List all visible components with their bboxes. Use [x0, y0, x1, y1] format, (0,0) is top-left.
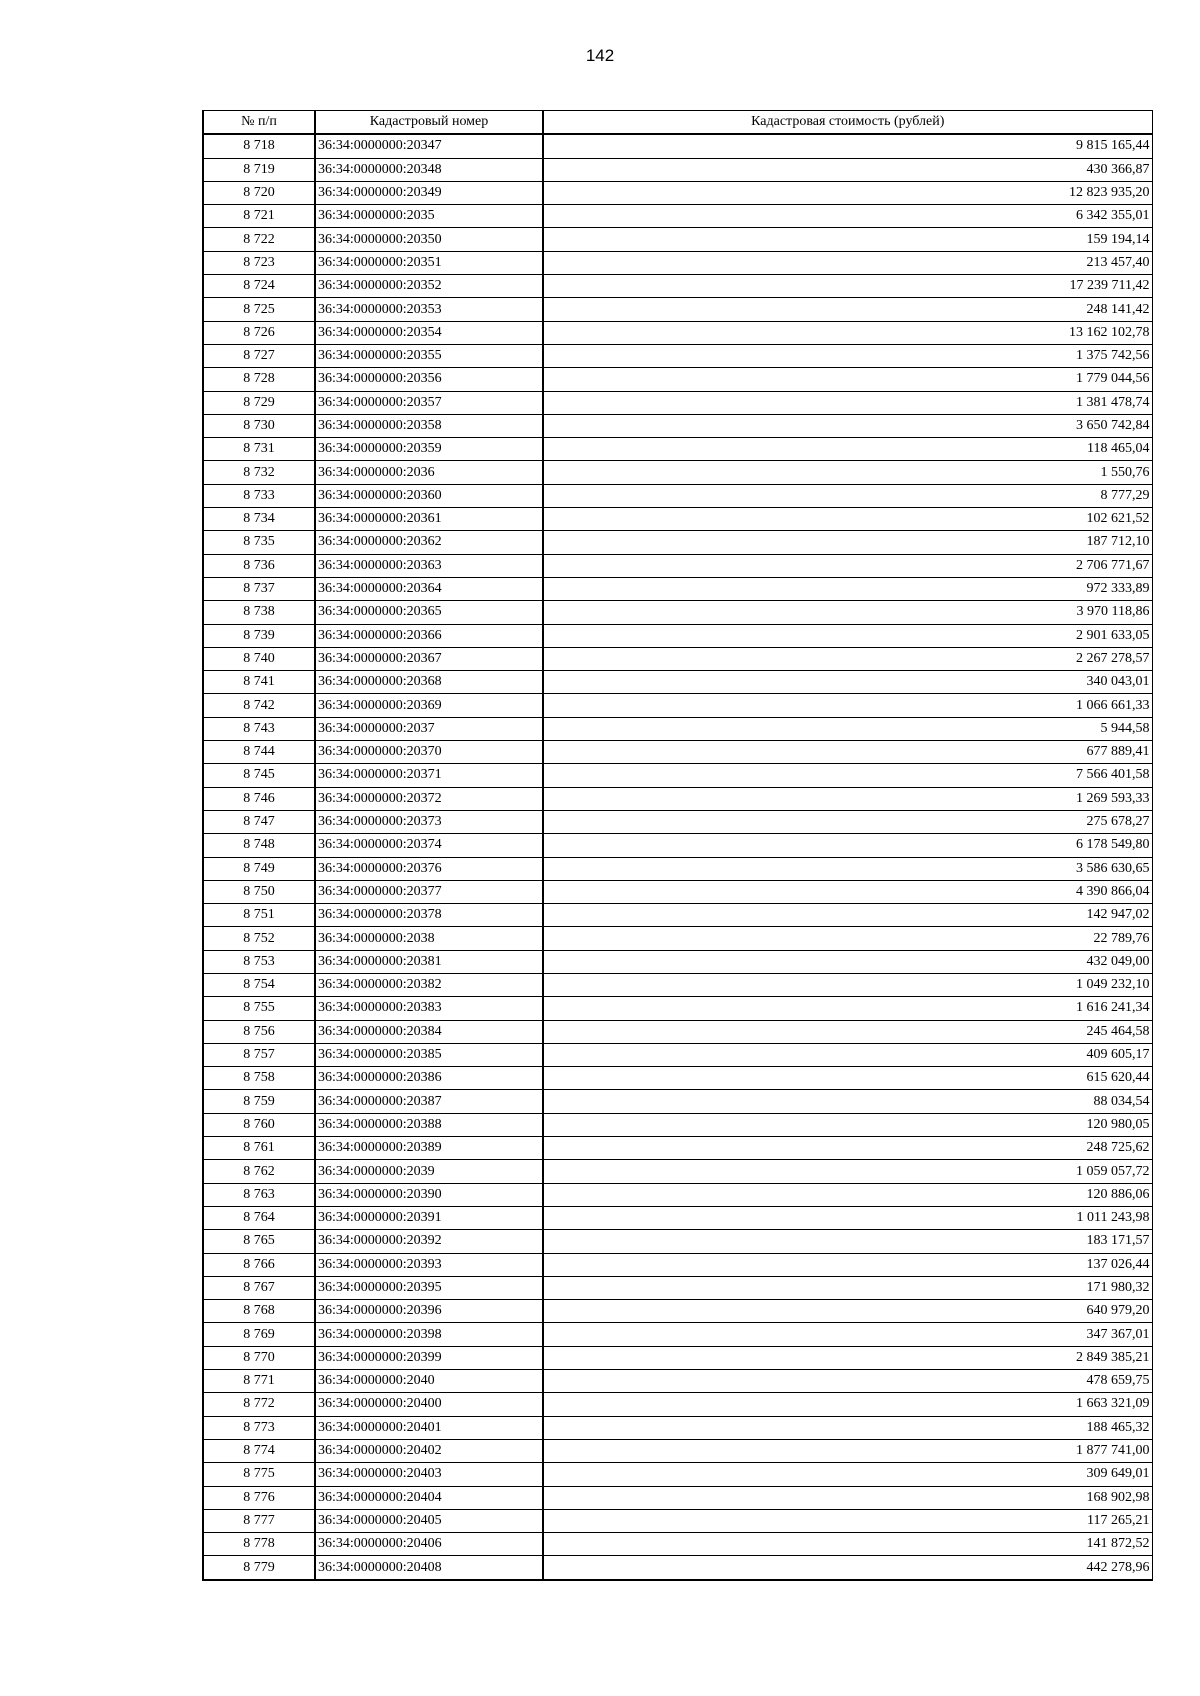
cadastral-number-cell: 36:34:0000000:20350	[315, 228, 543, 251]
cadastral-value-cell: 347 367,01	[543, 1323, 1152, 1346]
cadastral-number-cell: 36:34:0000000:20388	[315, 1113, 543, 1136]
cadastral-value-cell: 248 141,42	[543, 298, 1152, 321]
header-row-number: № п/п	[203, 111, 315, 135]
row-number-cell: 8 721	[203, 205, 315, 228]
row-number-cell: 8 760	[203, 1113, 315, 1136]
table-row	[203, 298, 1152, 321]
cadastral-value-cell: 9 815 165,44	[543, 134, 1152, 158]
row-number-cell: 8 749	[203, 857, 315, 880]
row-number-cell: 8 773	[203, 1416, 315, 1439]
header-cadastral-value: Кадастровая стоимость (рублей)	[543, 111, 1152, 135]
row-number-cell: 8 724	[203, 275, 315, 298]
table-row	[203, 671, 1152, 694]
row-number-cell: 8 747	[203, 810, 315, 833]
table-row	[203, 228, 1152, 251]
cadastral-value-cell: 2 849 385,21	[543, 1346, 1152, 1369]
row-number-cell: 8 748	[203, 834, 315, 857]
cadastral-value-cell: 88 034,54	[543, 1090, 1152, 1113]
table-row	[203, 438, 1152, 461]
cadastral-value-cell: 478 659,75	[543, 1370, 1152, 1393]
cadastral-number-cell: 36:34:0000000:20366	[315, 624, 543, 647]
table-row	[203, 973, 1152, 996]
table-row	[203, 1276, 1152, 1299]
table-row	[203, 344, 1152, 367]
row-number-cell: 8 768	[203, 1300, 315, 1323]
cadastral-number-cell: 36:34:0000000:20389	[315, 1137, 543, 1160]
table-row	[203, 391, 1152, 414]
cadastral-number-cell: 36:34:0000000:2036	[315, 461, 543, 484]
table-row	[203, 1300, 1152, 1323]
table-row	[203, 1183, 1152, 1206]
cadastral-number-cell: 36:34:0000000:20395	[315, 1276, 543, 1299]
row-number-cell: 8 777	[203, 1509, 315, 1532]
row-number-cell: 8 736	[203, 554, 315, 577]
cadastral-value-cell: 142 947,02	[543, 904, 1152, 927]
row-number-cell: 8 737	[203, 577, 315, 600]
table-row	[203, 1486, 1152, 1509]
cadastral-value-cell: 972 333,89	[543, 577, 1152, 600]
cadastral-value-cell: 1 779 044,56	[543, 368, 1152, 391]
row-number-cell: 8 742	[203, 694, 315, 717]
cadastral-number-cell: 36:34:0000000:20381	[315, 950, 543, 973]
cadastral-number-cell: 36:34:0000000:20378	[315, 904, 543, 927]
table-row	[203, 1556, 1152, 1580]
table-row	[203, 880, 1152, 903]
table-row	[203, 904, 1152, 927]
cadastral-number-cell: 36:34:0000000:20348	[315, 158, 543, 181]
row-number-cell: 8 755	[203, 997, 315, 1020]
cadastral-value-cell: 171 980,32	[543, 1276, 1152, 1299]
cadastral-number-cell: 36:34:0000000:20408	[315, 1556, 543, 1580]
table-row	[203, 601, 1152, 624]
table-row	[203, 1230, 1152, 1253]
row-number-cell: 8 774	[203, 1439, 315, 1462]
cadastral-number-cell: 36:34:0000000:20386	[315, 1067, 543, 1090]
cadastral-value-cell: 640 979,20	[543, 1300, 1152, 1323]
cadastral-number-cell: 36:34:0000000:2040	[315, 1370, 543, 1393]
table-row	[203, 717, 1152, 740]
row-number-cell: 8 779	[203, 1556, 315, 1580]
row-number-cell: 8 738	[203, 601, 315, 624]
row-number-cell: 8 744	[203, 741, 315, 764]
cadastral-value-cell: 442 278,96	[543, 1556, 1152, 1580]
row-number-cell: 8 723	[203, 251, 315, 274]
cadastral-number-cell: 36:34:0000000:20365	[315, 601, 543, 624]
cadastral-number-cell: 36:34:0000000:20373	[315, 810, 543, 833]
cadastral-value-cell: 141 872,52	[543, 1533, 1152, 1556]
cadastral-value-cell: 1 616 241,34	[543, 997, 1152, 1020]
table-row	[203, 787, 1152, 810]
row-number-cell: 8 720	[203, 181, 315, 204]
cadastral-number-cell: 36:34:0000000:20374	[315, 834, 543, 857]
table-row	[203, 1253, 1152, 1276]
table-row	[203, 414, 1152, 437]
row-number-cell: 8 753	[203, 950, 315, 973]
cadastral-value-cell: 159 194,14	[543, 228, 1152, 251]
cadastral-number-cell: 36:34:0000000:20358	[315, 414, 543, 437]
row-number-cell: 8 741	[203, 671, 315, 694]
cadastral-value-cell: 7 566 401,58	[543, 764, 1152, 787]
cadastral-number-cell: 36:34:0000000:20355	[315, 344, 543, 367]
table-row	[203, 321, 1152, 344]
cadastral-value-cell: 12 823 935,20	[543, 181, 1152, 204]
table-row	[203, 1509, 1152, 1532]
row-number-cell: 8 765	[203, 1230, 315, 1253]
row-number-cell: 8 733	[203, 484, 315, 507]
table-row	[203, 1439, 1152, 1462]
cadastral-value-cell: 430 366,87	[543, 158, 1152, 181]
cadastral-number-cell: 36:34:0000000:20361	[315, 508, 543, 531]
cadastral-value-cell: 102 621,52	[543, 508, 1152, 531]
cadastral-value-cell: 275 678,27	[543, 810, 1152, 833]
row-number-cell: 8 776	[203, 1486, 315, 1509]
table-row	[203, 834, 1152, 857]
cadastral-value-cell: 6 178 549,80	[543, 834, 1152, 857]
cadastral-value-cell: 188 465,32	[543, 1416, 1152, 1439]
row-number-cell: 8 719	[203, 158, 315, 181]
cadastral-value-cell: 309 649,01	[543, 1463, 1152, 1486]
header-cadastral-number: Кадастровый номер	[315, 111, 543, 135]
cadastral-value-cell: 3 586 630,65	[543, 857, 1152, 880]
cadastral-number-cell: 36:34:0000000:20356	[315, 368, 543, 391]
table-row	[203, 1160, 1152, 1183]
table-row	[203, 857, 1152, 880]
cadastral-value-cell: 245 464,58	[543, 1020, 1152, 1043]
cadastral-value-cell: 2 901 633,05	[543, 624, 1152, 647]
row-number-cell: 8 763	[203, 1183, 315, 1206]
cadastral-number-cell: 36:34:0000000:20357	[315, 391, 543, 414]
cadastral-number-cell: 36:34:0000000:2035	[315, 205, 543, 228]
row-number-cell: 8 725	[203, 298, 315, 321]
cadastral-number-cell: 36:34:0000000:20354	[315, 321, 543, 344]
row-number-cell: 8 746	[203, 787, 315, 810]
table-row	[203, 741, 1152, 764]
row-number-cell: 8 756	[203, 1020, 315, 1043]
cadastral-value-cell: 117 265,21	[543, 1509, 1152, 1532]
table-row	[203, 694, 1152, 717]
row-number-cell: 8 728	[203, 368, 315, 391]
cadastral-value-cell: 340 043,01	[543, 671, 1152, 694]
table-row	[203, 1533, 1152, 1556]
cadastral-value-cell: 5 944,58	[543, 717, 1152, 740]
cadastral-value-cell: 13 162 102,78	[543, 321, 1152, 344]
cadastral-value-cell: 3 970 118,86	[543, 601, 1152, 624]
cadastral-value-cell: 1 375 742,56	[543, 344, 1152, 367]
table-row	[203, 275, 1152, 298]
table-row	[203, 1370, 1152, 1393]
row-number-cell: 8 727	[203, 344, 315, 367]
table-row	[203, 1206, 1152, 1229]
table-row	[203, 134, 1152, 158]
cadastral-value-cell: 248 725,62	[543, 1137, 1152, 1160]
cadastral-value-cell: 1 877 741,00	[543, 1439, 1152, 1462]
row-number-cell: 8 762	[203, 1160, 315, 1183]
cadastral-number-cell: 36:34:0000000:20367	[315, 647, 543, 670]
row-number-cell: 8 745	[203, 764, 315, 787]
cadastral-value-cell: 187 712,10	[543, 531, 1152, 554]
cadastral-value-cell: 2 706 771,67	[543, 554, 1152, 577]
cadastral-number-cell: 36:34:0000000:20370	[315, 741, 543, 764]
table-row	[203, 1067, 1152, 1090]
table-row	[203, 647, 1152, 670]
cadastral-number-cell: 36:34:0000000:20369	[315, 694, 543, 717]
cadastral-value-cell: 3 650 742,84	[543, 414, 1152, 437]
row-number-cell: 8 726	[203, 321, 315, 344]
cadastral-number-cell: 36:34:0000000:20349	[315, 181, 543, 204]
table-row	[203, 461, 1152, 484]
row-number-cell: 8 729	[203, 391, 315, 414]
cadastral-number-cell: 36:34:0000000:20391	[315, 1206, 543, 1229]
cadastral-number-cell: 36:34:0000000:20404	[315, 1486, 543, 1509]
page-number: 142	[585, 46, 615, 65]
row-number-cell: 8 758	[203, 1067, 315, 1090]
cadastral-number-cell: 36:34:0000000:20399	[315, 1346, 543, 1369]
cadastral-value-cell: 1 049 232,10	[543, 973, 1152, 996]
cadastral-value-cell: 120 886,06	[543, 1183, 1152, 1206]
cadastral-number-cell: 36:34:0000000:20351	[315, 251, 543, 274]
cadastral-number-cell: 36:34:0000000:20398	[315, 1323, 543, 1346]
row-number-cell: 8 735	[203, 531, 315, 554]
row-number-cell: 8 739	[203, 624, 315, 647]
cadastral-value-cell: 17 239 711,42	[543, 275, 1152, 298]
cadastral-number-cell: 36:34:0000000:20385	[315, 1043, 543, 1066]
cadastral-value-cell: 1 381 478,74	[543, 391, 1152, 414]
cadastral-number-cell: 36:34:0000000:20406	[315, 1533, 543, 1556]
table-row	[203, 950, 1152, 973]
table-row	[203, 484, 1152, 507]
cadastral-number-cell: 36:34:0000000:20390	[315, 1183, 543, 1206]
cadastral-number-cell: 36:34:0000000:20359	[315, 438, 543, 461]
cadastral-value-table	[202, 110, 1153, 1581]
row-number-cell: 8 731	[203, 438, 315, 461]
row-number-cell: 8 766	[203, 1253, 315, 1276]
cadastral-number-cell: 36:34:0000000:20405	[315, 1509, 543, 1532]
table-row	[203, 577, 1152, 600]
cadastral-number-cell: 36:34:0000000:20382	[315, 973, 543, 996]
table-row	[203, 1020, 1152, 1043]
cadastral-value-cell: 213 457,40	[543, 251, 1152, 274]
cadastral-number-cell: 36:34:0000000:20387	[315, 1090, 543, 1113]
table-row	[203, 764, 1152, 787]
row-number-cell: 8 732	[203, 461, 315, 484]
cadastral-number-cell: 36:34:0000000:20393	[315, 1253, 543, 1276]
table-row	[203, 1416, 1152, 1439]
cadastral-number-cell: 36:34:0000000:20363	[315, 554, 543, 577]
row-number-cell: 8 734	[203, 508, 315, 531]
table-row	[203, 508, 1152, 531]
row-number-cell: 8 772	[203, 1393, 315, 1416]
cadastral-number-cell: 36:34:0000000:20403	[315, 1463, 543, 1486]
row-number-cell: 8 767	[203, 1276, 315, 1299]
row-number-cell: 8 764	[203, 1206, 315, 1229]
cadastral-number-cell: 36:34:0000000:20384	[315, 1020, 543, 1043]
cadastral-value-cell: 168 902,98	[543, 1486, 1152, 1509]
table-row	[203, 624, 1152, 647]
cadastral-number-cell: 36:34:0000000:20400	[315, 1393, 543, 1416]
cadastral-value-cell: 183 171,57	[543, 1230, 1152, 1253]
row-number-cell: 8 718	[203, 134, 315, 158]
cadastral-value-cell: 432 049,00	[543, 950, 1152, 973]
cadastral-number-cell: 36:34:0000000:2038	[315, 927, 543, 950]
table-row	[203, 1323, 1152, 1346]
row-number-cell: 8 761	[203, 1137, 315, 1160]
cadastral-value-cell: 4 390 866,04	[543, 880, 1152, 903]
cadastral-value-cell: 120 980,05	[543, 1113, 1152, 1136]
cadastral-number-cell: 36:34:0000000:20392	[315, 1230, 543, 1253]
table-row	[203, 1113, 1152, 1136]
row-number-cell: 8 759	[203, 1090, 315, 1113]
table-row	[203, 1346, 1152, 1369]
cadastral-value-cell: 1 269 593,33	[543, 787, 1152, 810]
cadastral-number-cell: 36:34:0000000:20368	[315, 671, 543, 694]
cadastral-value-cell: 2 267 278,57	[543, 647, 1152, 670]
table-header-row	[203, 111, 1152, 135]
table-row	[203, 1090, 1152, 1113]
row-number-cell: 8 778	[203, 1533, 315, 1556]
table-row	[203, 181, 1152, 204]
cadastral-value-cell: 22 789,76	[543, 927, 1152, 950]
row-number-cell: 8 770	[203, 1346, 315, 1369]
cadastral-number-cell: 36:34:0000000:20377	[315, 880, 543, 903]
table-row	[203, 531, 1152, 554]
cadastral-value-cell: 615 620,44	[543, 1067, 1152, 1090]
cadastral-number-cell: 36:34:0000000:20353	[315, 298, 543, 321]
table-row	[203, 158, 1152, 181]
table-row	[203, 1043, 1152, 1066]
cadastral-number-cell: 36:34:0000000:20347	[315, 134, 543, 158]
row-number-cell: 8 752	[203, 927, 315, 950]
cadastral-number-cell: 36:34:0000000:20372	[315, 787, 543, 810]
cadastral-number-cell: 36:34:0000000:2039	[315, 1160, 543, 1183]
table-row	[203, 205, 1152, 228]
row-number-cell: 8 730	[203, 414, 315, 437]
cadastral-number-cell: 36:34:0000000:20360	[315, 484, 543, 507]
table-row	[203, 997, 1152, 1020]
table-row	[203, 810, 1152, 833]
row-number-cell: 8 775	[203, 1463, 315, 1486]
row-number-cell: 8 754	[203, 973, 315, 996]
row-number-cell: 8 771	[203, 1370, 315, 1393]
row-number-cell: 8 740	[203, 647, 315, 670]
cadastral-value-cell: 1 550,76	[543, 461, 1152, 484]
cadastral-value-cell: 1 059 057,72	[543, 1160, 1152, 1183]
row-number-cell: 8 769	[203, 1323, 315, 1346]
cadastral-number-cell: 36:34:0000000:20402	[315, 1439, 543, 1462]
cadastral-value-cell: 118 465,04	[543, 438, 1152, 461]
cadastral-value-cell: 409 605,17	[543, 1043, 1152, 1066]
cadastral-value-cell: 8 777,29	[543, 484, 1152, 507]
cadastral-value-cell: 1 663 321,09	[543, 1393, 1152, 1416]
cadastral-value-cell: 6 342 355,01	[543, 205, 1152, 228]
table-row	[203, 927, 1152, 950]
table-row	[203, 251, 1152, 274]
cadastral-number-cell: 36:34:0000000:2037	[315, 717, 543, 740]
cadastral-value-cell: 137 026,44	[543, 1253, 1152, 1276]
row-number-cell: 8 751	[203, 904, 315, 927]
cadastral-number-cell: 36:34:0000000:20364	[315, 577, 543, 600]
row-number-cell: 8 743	[203, 717, 315, 740]
table-row	[203, 1393, 1152, 1416]
cadastral-value-cell: 677 889,41	[543, 741, 1152, 764]
table-row	[203, 1463, 1152, 1486]
cadastral-value-cell: 1 011 243,98	[543, 1206, 1152, 1229]
cadastral-number-cell: 36:34:0000000:20401	[315, 1416, 543, 1439]
cadastral-number-cell: 36:34:0000000:20371	[315, 764, 543, 787]
cadastral-number-cell: 36:34:0000000:20383	[315, 997, 543, 1020]
table-row	[203, 554, 1152, 577]
cadastral-value-cell: 1 066 661,33	[543, 694, 1152, 717]
row-number-cell: 8 757	[203, 1043, 315, 1066]
cadastral-number-cell: 36:34:0000000:20352	[315, 275, 543, 298]
cadastral-number-cell: 36:34:0000000:20396	[315, 1300, 543, 1323]
row-number-cell: 8 750	[203, 880, 315, 903]
row-number-cell: 8 722	[203, 228, 315, 251]
cadastral-number-cell: 36:34:0000000:20362	[315, 531, 543, 554]
cadastral-number-cell: 36:34:0000000:20376	[315, 857, 543, 880]
table-row	[203, 368, 1152, 391]
table-row	[203, 1137, 1152, 1160]
table-body	[203, 134, 1152, 1579]
